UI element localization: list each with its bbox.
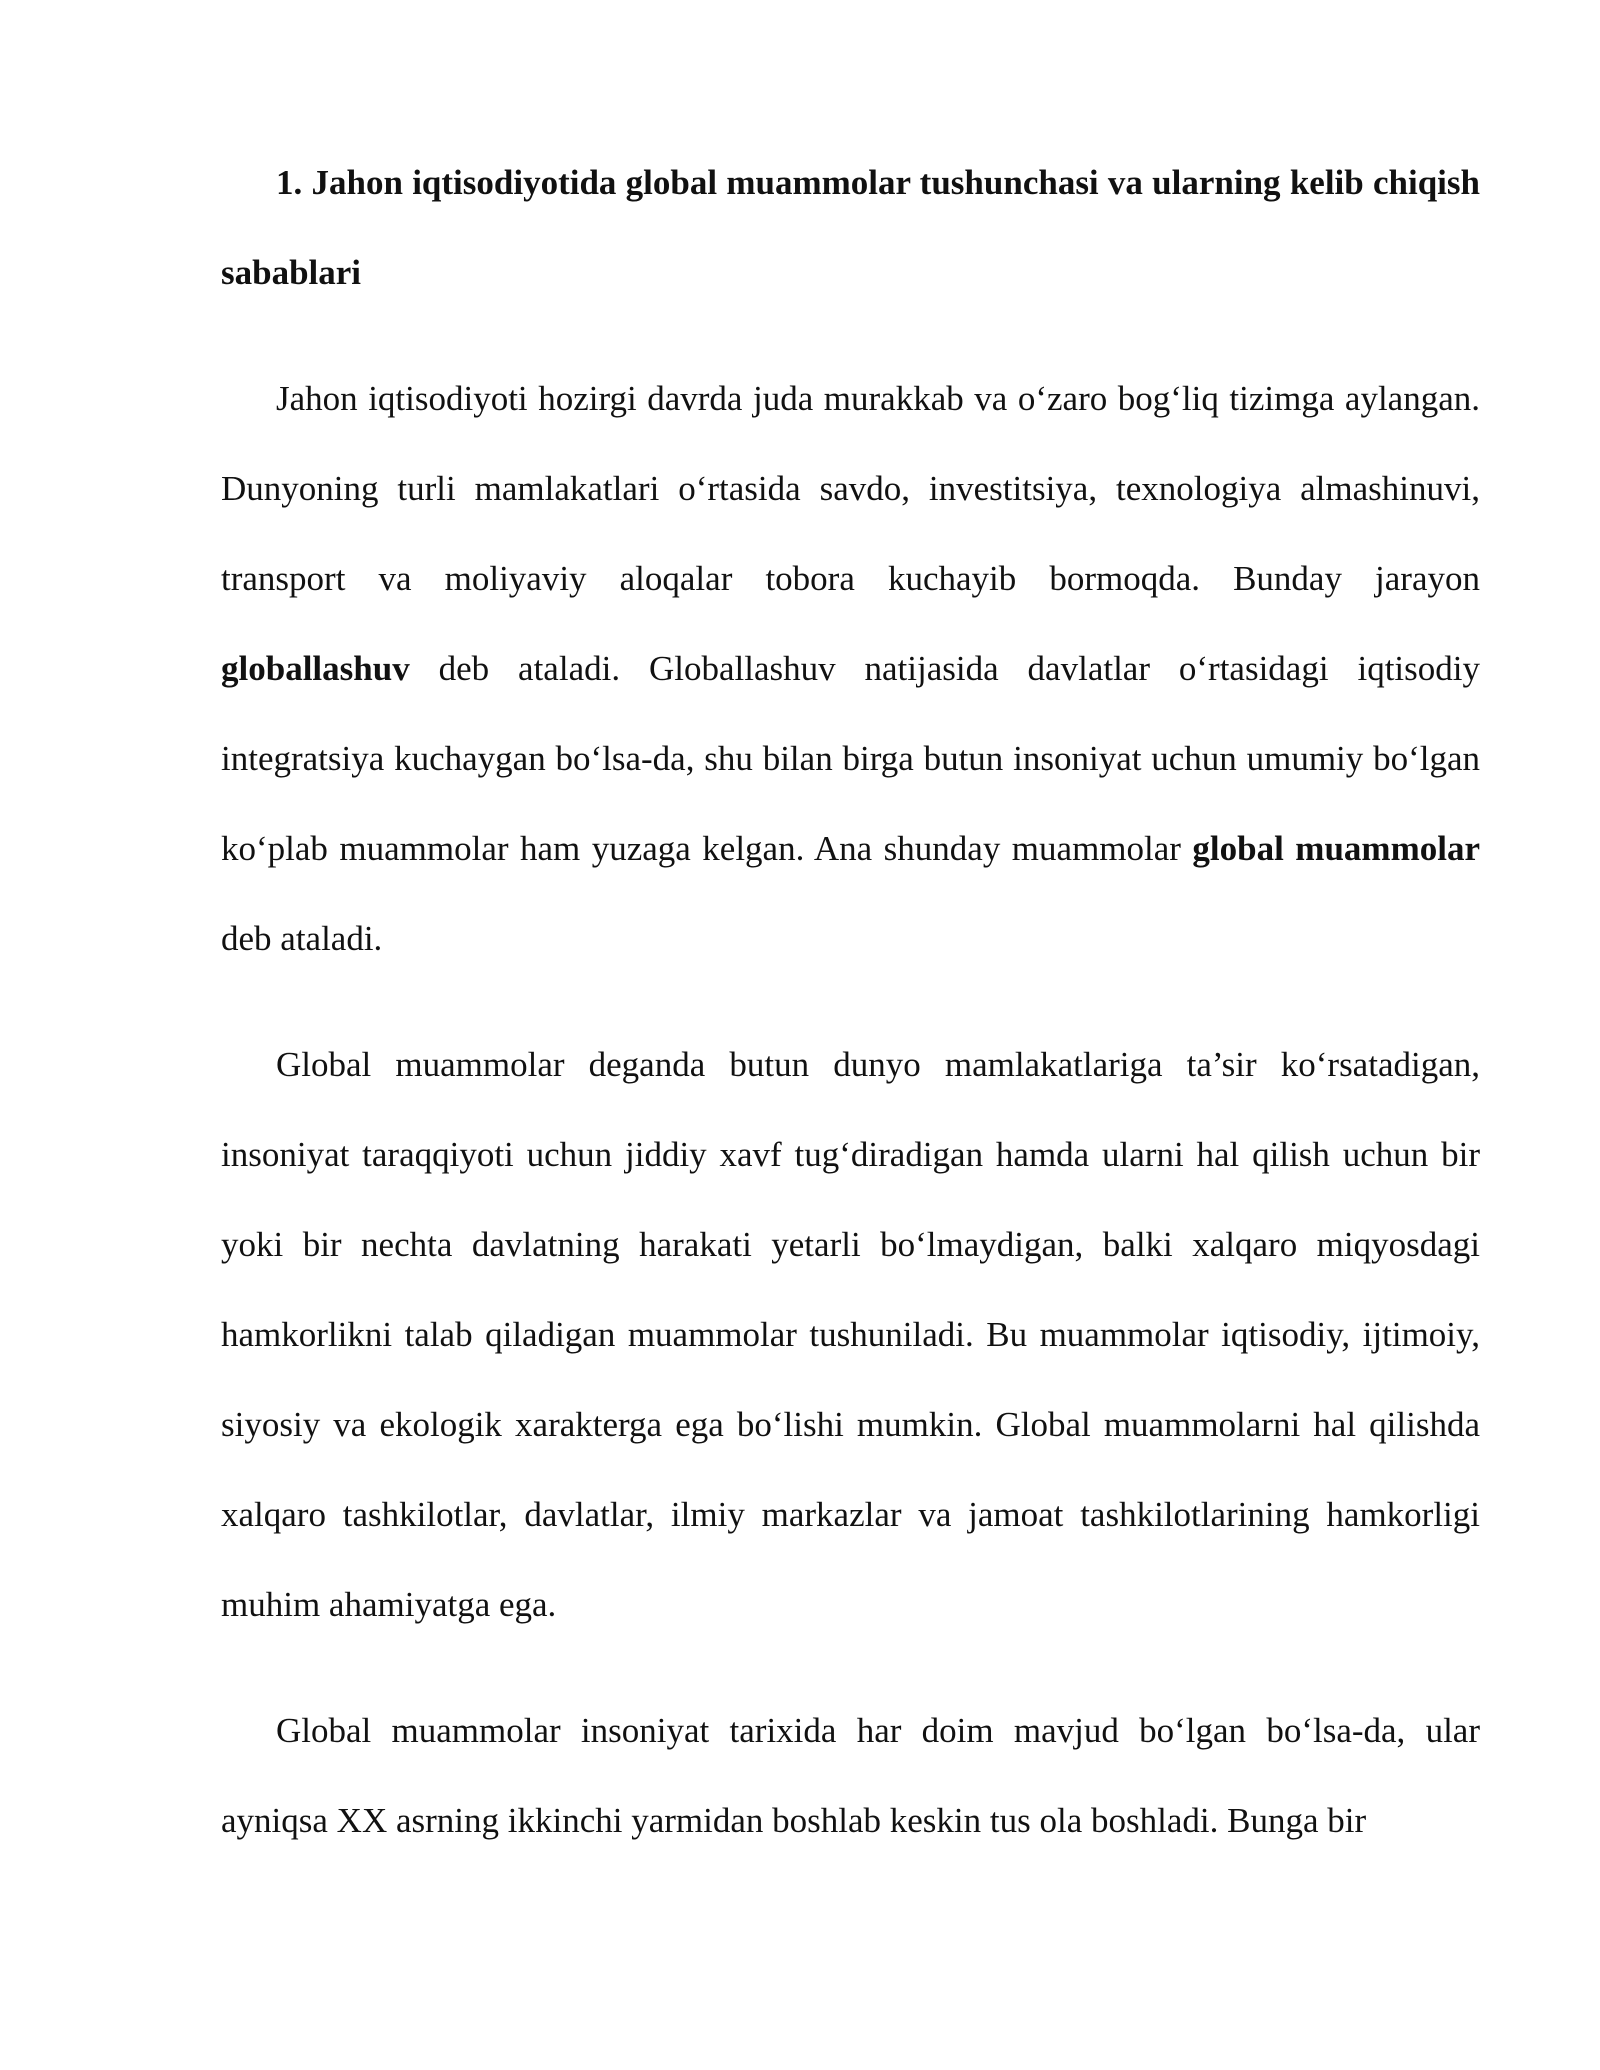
paragraph-1-text-c: deb ataladi. Globallashuv natijasida davlatlar o‘rtasidagi iqtisodiy integratsiya kuchaygan bo‘lsa-da, shu bilan birga butun insoniyat uchun umumiy bo‘lgan ko‘plab muammolar ham yuzaga kelgan. Ana shunday muammolar <box>221 649 1480 868</box>
document-page <box>221 138 1480 1866</box>
term-globallashuv: globallashuv <box>221 649 410 688</box>
paragraph-3: Global muammolar insoniyat tarixida har doim mavjud bo‘lgan bo‘lsa-da, ular ayniqsa XX asrning ikkinchi yarmidan boshlab keskin tus ola boshladi. Bunga bir <box>221 1711 1480 1840</box>
paragraph-1 <box>221 354 1480 984</box>
term-global-muammolar: global muammolar <box>1192 829 1480 868</box>
paragraph-1-text-d: deb ataladi. <box>221 919 383 958</box>
section-heading: 1. Jahon iqtisodiyotida global muammolar tushunchasi va ularning kelib chiqish sabablari <box>221 163 1480 292</box>
paragraph-1-text-a: Jahon iqtisodiyoti hozirgi davrda juda murakkab va o‘zaro bog‘liq tizimga aylangan. Dunyoning turli mamlakatlari o‘rtasida savdo, investitsiya, texnologiya almashinuvi, transport va moliyaviy aloqalar tobora kuchayib bormoqda. Bunday jarayon <box>221 379 1480 598</box>
paragraph-2: Global muammolar deganda butun dunyo mamlakatlariga ta’sir ko‘rsatadigan, insoniyat taraqqiyoti uchun jiddiy xavf tug‘diradigan hamda ularni hal qilish uchun bir yoki bir nechta davlatning harakati yetarli bo‘lmaydigan, balki xalqaro miqyosdagi hamkorlikni talab qiladigan muammolar tushuniladi. Bu muammolar iqtisodiy, ijtimoiy, siyosiy va ekologik xarakterga ega bo‘lishi mumkin. Global muammolarni hal qilishda xalqaro tashkilotlar, davlatlar, ilmiy markazlar va jamoat tashkilotlarining hamkorligi muhim ahamiyatga ega. <box>221 1045 1480 1624</box>
